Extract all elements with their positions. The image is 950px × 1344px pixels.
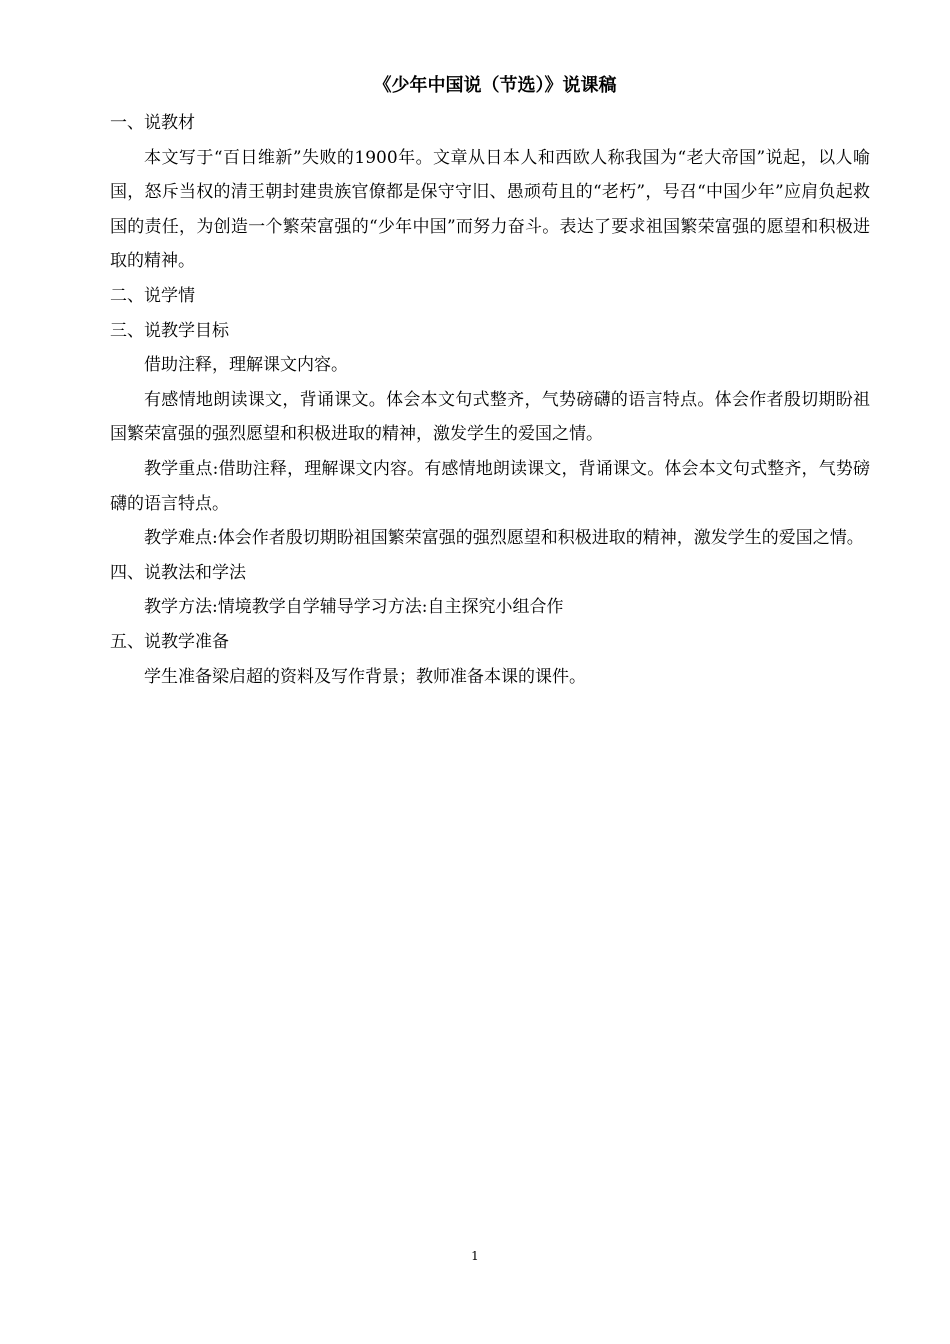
section-heading-student-situation: 二、说学情 [110,285,195,306]
paragraph-difficult-points: 教学难点:体会作者殷切期盼祖国繁荣富强的强烈愿望和积极进取的精神，激发学生的爱国之情。 [144,528,864,549]
document-title: 《少年中国说（节选）》说课稿 [373,75,617,96]
paragraph-goal-1: 借助注释，理解课文内容。 [144,355,348,376]
paragraph-methods: 教学方法:情境教学自学辅导学习方法:自主探究小组合作 [144,597,564,618]
page-number: 1 [471,1249,479,1263]
paragraph-goal-2: 有感情地朗读课文，背诵课文。体会本文句式整齐，气势磅礴的语言特点。体会作者殷切期盼祖国繁荣富强的强烈愿望和积极进取的精神，激发学生的爱国之情。 [110,389,870,445]
section-heading-teaching-methods: 四、说教法和学法 [110,562,246,583]
section-heading-teaching-goals: 三、说教学目标 [110,320,229,341]
paragraph-material-intro: 本文写于“百日维新”失败的1900年。文章从日本人和西欧人称我国为“老大帝国”说起，以人喻国，怒斥当权的清王朝封建贵族官僚都是保守守旧、愚顽苟且的“老朽”，号召“中国少年”应肩负起救国的责任，为创造一个繁荣富强的“少年中国”而努力奋斗。表达了要求祖国繁荣富强的愿望和积极进取的精神。 [110,147,870,272]
section-heading-teaching-preparation: 五、说教学准备 [110,631,229,652]
section-heading-teaching-material: 一、说教材 [110,113,195,133]
paragraph-preparation: 学生准备梁启超的资料及写作背景；教师准备本课的课件。 [144,666,586,687]
document-body [110,106,870,694]
paragraph-key-points: 教学重点:借助注释，理解课文内容。有感情地朗读课文，背诵课文。体会本文句式整齐，气势磅礴的语言特点。 [110,458,870,514]
